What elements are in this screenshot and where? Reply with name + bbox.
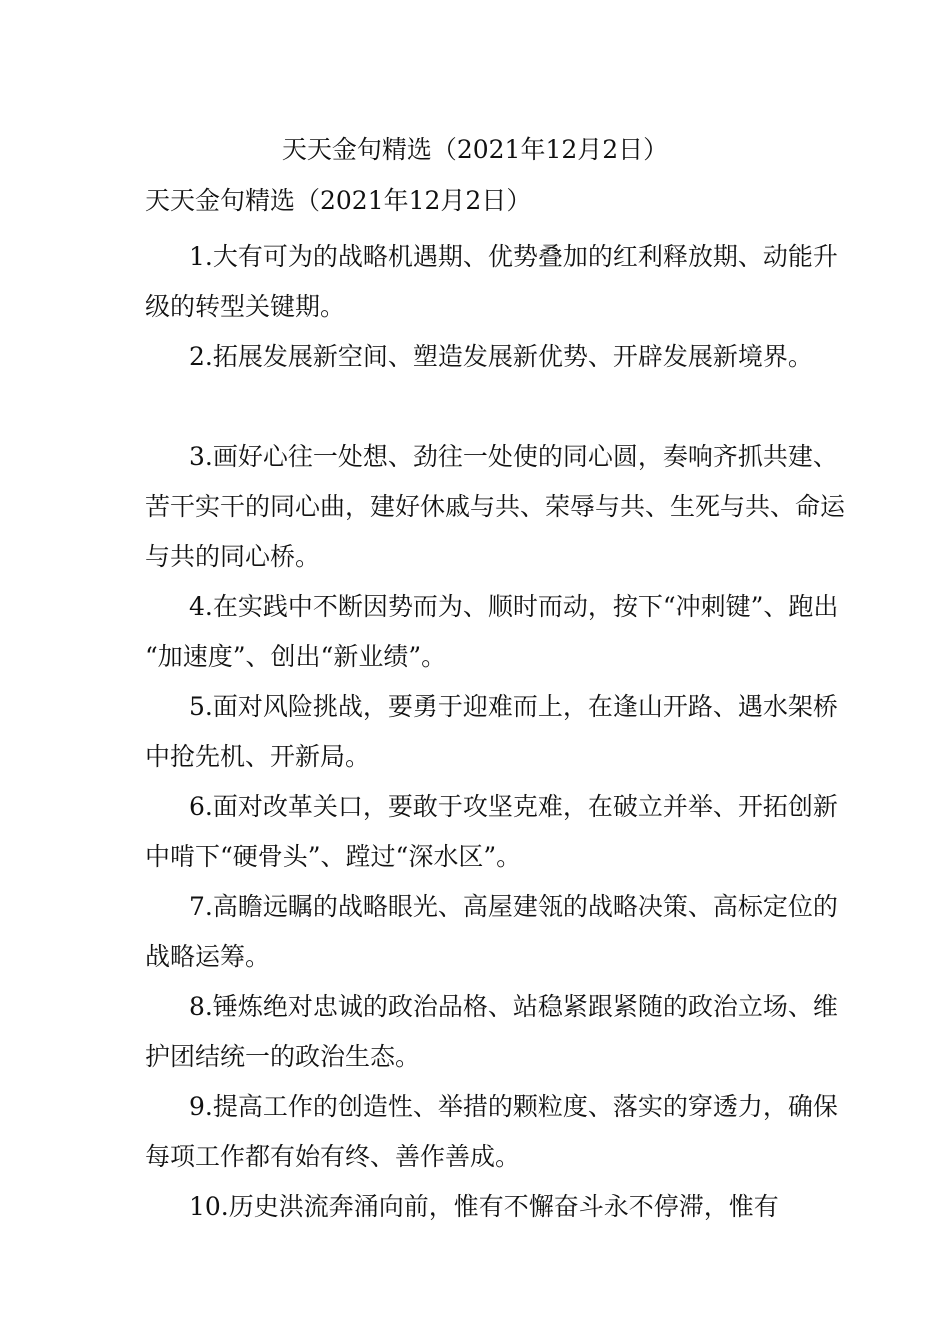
- quote-item-2: 2.拓展发展新空间、塑造发展新优势、开辟发展新境界。: [189, 342, 813, 371]
- quote-item-9: 9.提高工作的创造性、举措的颗粒度、落实的穿透力，确保每项工作都有始有终、善作善成。: [145, 1092, 838, 1171]
- quote-item-7: 7.高瞻远瞩的战略眼光、高屋建瓴的战略决策、高标定位的战略运筹。: [145, 892, 838, 971]
- quote-item-8: 8.锤炼绝对忠诚的政治品格、站稳紧跟紧随的政治立场、维护团结统一的政治生态。: [145, 992, 838, 1071]
- quote-item-10: 10.历史洪流奔涌向前，惟有不懈奋斗永不停滞，惟有: [189, 1192, 779, 1221]
- document-subtitle: 天天金句精选（2021年12月2日）: [145, 186, 532, 215]
- quote-item-5: 5.面对风险挑战，要勇于迎难而上，在逢山开路、遇水架桥中抢先机、开新局。: [145, 692, 838, 771]
- quote-item-6: 6.面对改革关口，要敢于攻坚克难，在破立并举、开拓创新中啃下“硬骨头”、蹚过“深水区”。: [145, 792, 838, 871]
- quote-item-4: 4.在实践中不断因势而为、顺时而动，按下“冲刺键”、跑出“加速度”、创出“新业绩”。: [145, 592, 839, 671]
- document-title: 天天金句精选（2021年12月2日）: [281, 135, 669, 164]
- quote-item-3: 3.画好心往一处想、劲往一处使的同心圆，奏响齐抓共建、苦干实干的同心曲，建好休戚与共、荣辱与共、生死与共、命运与共的同心桥。: [145, 442, 846, 571]
- quote-list: [145, 232, 845, 1232]
- quote-item-1: 1.大有可为的战略机遇期、优势叠加的红利释放期、动能升级的转型关键期。: [145, 242, 838, 321]
